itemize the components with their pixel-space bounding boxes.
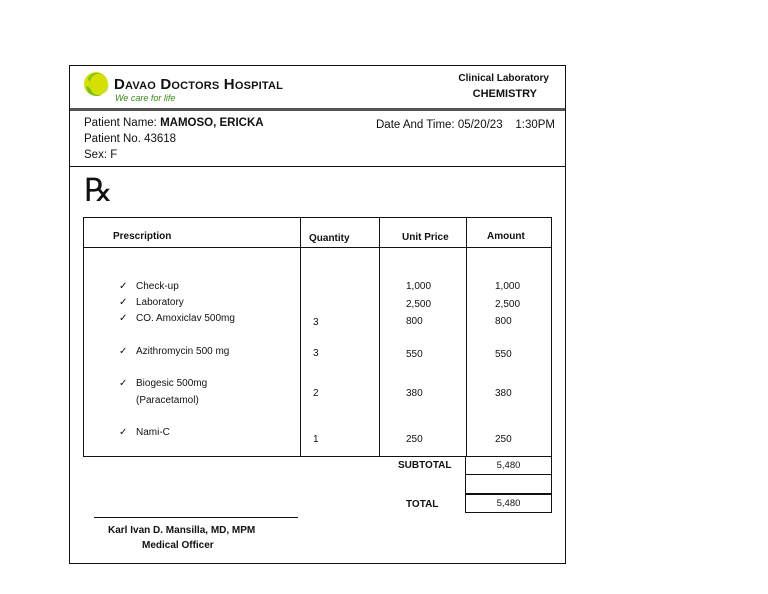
item-unit-price: 1,000 — [406, 281, 432, 292]
item-amount: 800 — [495, 316, 512, 327]
item-name-secondary: (Paracetamol) — [136, 395, 199, 406]
item-unit-price: 250 — [406, 434, 423, 445]
header-divider — [70, 108, 565, 111]
item-name: Check-up — [136, 281, 179, 292]
item-quantity: 2 — [313, 388, 319, 399]
patient-info — [84, 115, 264, 163]
check-icon: ✓ — [119, 378, 128, 389]
item-name: Azithromycin 500 mg — [136, 346, 230, 357]
item-name: Nami-C — [136, 427, 170, 438]
item-amount: 250 — [495, 434, 512, 445]
doctor-title: Medical Officer — [142, 540, 214, 551]
hospital-logo-icon — [82, 70, 110, 98]
item-name: Laboratory — [136, 297, 184, 308]
column-divider — [379, 218, 380, 456]
item-quantity: 1 — [313, 434, 319, 445]
doctor-name: Karl Ivan D. Mansilla, MD, MPM — [108, 525, 256, 536]
total-value: 5,480 — [465, 494, 552, 513]
item-unit-price: 550 — [406, 349, 423, 360]
item-amount: 380 — [495, 388, 512, 399]
date-time: Date And Time: 05/20/23 1:30PM — [376, 119, 555, 131]
subtotal-value: 5,480 — [465, 456, 552, 475]
lab-department: Clinical Laboratory — [458, 73, 549, 84]
patient-name: MAMOSO, ERICKA — [160, 117, 264, 129]
subtotal-label: SUBTOTAL — [398, 460, 452, 471]
lab-section: CHEMISTRY — [472, 88, 537, 100]
prescription-table — [83, 217, 552, 457]
item-unit-price: 380 — [406, 388, 423, 399]
column-divider — [466, 218, 467, 456]
check-icon: ✓ — [119, 281, 128, 292]
col-header-quantity: Quantity — [309, 233, 350, 244]
col-header-prescription: Prescription — [113, 231, 172, 242]
header-row-divider — [84, 247, 551, 248]
check-icon: ✓ — [119, 297, 128, 308]
item-amount: 1,000 — [495, 281, 521, 292]
total-label: TOTAL — [406, 499, 439, 510]
item-amount: 550 — [495, 349, 512, 360]
item-amount: 2,500 — [495, 299, 521, 310]
hospital-name: Davao Doctors Hospital — [114, 76, 284, 93]
check-icon: ✓ — [119, 313, 128, 324]
patient-name-label: Patient Name: — [84, 117, 157, 129]
patient-number: Patient No. 43618 — [84, 133, 177, 145]
signature-line — [94, 517, 298, 518]
blank-total-cell — [465, 474, 552, 494]
document-header — [70, 66, 565, 109]
item-quantity: 3 — [313, 348, 319, 359]
item-quantity: 3 — [313, 317, 319, 328]
check-icon: ✓ — [119, 427, 128, 438]
item-unit-price: 2,500 — [406, 299, 432, 310]
patient-sex: Sex: F — [84, 149, 118, 161]
item-name: CO. Amoxiclav 500mg — [136, 313, 235, 324]
rx-symbol: ℞ — [84, 171, 113, 209]
item-unit-price: 800 — [406, 316, 423, 327]
col-header-unit-price: Unit Price — [402, 232, 449, 243]
col-header-amount: Amount — [487, 231, 525, 242]
column-divider — [300, 218, 301, 456]
hospital-tagline: We care for life — [115, 93, 176, 103]
check-icon: ✓ — [119, 346, 128, 357]
prescription-document — [69, 65, 566, 564]
item-name: Biogesic 500mg — [136, 378, 208, 389]
info-divider — [70, 166, 565, 167]
